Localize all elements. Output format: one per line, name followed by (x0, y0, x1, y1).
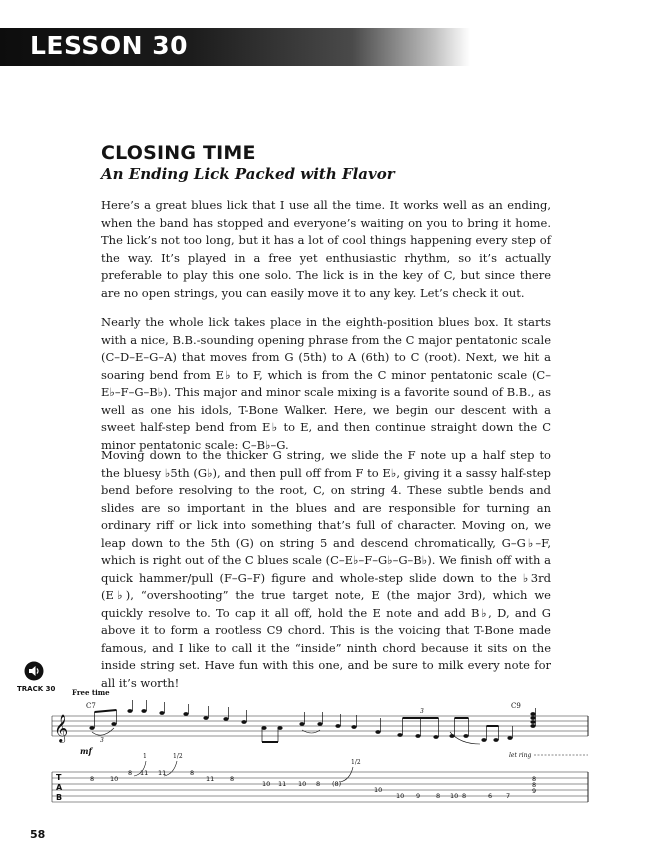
tempo-marking: Free time (72, 688, 110, 697)
music-notation (40, 686, 600, 811)
tab-clef (56, 773, 63, 802)
dynamic-marking: mf (80, 746, 92, 756)
let-ring-marking: let ring (509, 752, 532, 759)
chord-symbol-c9: C9 (511, 702, 521, 710)
tab-fret: 8 (436, 792, 441, 800)
tab-fret: 11 (278, 780, 287, 788)
treble-clef: 𝄞 (54, 714, 69, 742)
bend-arrows (134, 761, 353, 782)
paragraph-position: Nearly the whole lick takes place in the eighth-position blues box. It starts with a nice, B.B.-sounding opening phrase from the C major pentatonic scale (C–D–E–G–A) that moves from G (5th) to A (6th) to C (root). Next, we hit a soaring bend from E♭ to F, which is from the C minor pentatonic scale (C–E♭–F–G–B♭). This major and minor scale mixing is a favorite sound of B.B., as well as one his idols, T-Bone Walker. Here, we begin our descent with a sweet half-step bend from E♭ to E, and then continue straight down the C minor pentatonic scale: C–B♭–G. (101, 315, 551, 452)
tab-fret: 8 (462, 792, 467, 800)
tab-fret: 9 (416, 792, 421, 800)
tab-fret: 8 (230, 775, 235, 783)
tab-fret: 8 (316, 780, 321, 788)
bend-amount-1: 1 (143, 753, 147, 760)
section-title: CLOSING TIME (101, 142, 256, 164)
tab-fret: 6 (488, 792, 493, 800)
paragraph-descent: Moving down to the thicker G string, we slide the F note up a half step to the bluesy ♭5th (G♭), and then pull off from F to E♭, giving it a sassy half-step bend before resolving to the root, C, on string 4. These subtle bends and slides are so important in the blues and are responsible for turning an ordinary riff or lick into something that’s full of character. Moving on, we leap down to the 5th (G) on string 5 and descend chromatically, G–G♭–F, which is right out of the C blues scale (C–E♭–F–G♭–G–B♭). We finish off with a quick hammer/pull (F–G–F) figure and whole-step slide down to the ♭3rd (E♭), “overshooting” the true target note, E (the major 3rd), which we quickly resolve to. To cap it all off, hold the E note and add B♭, D, and G above it to form a rootless C9 chord. This is the voicing that T-Bone made famous, and I like to call it the “inside” ninth chord because it sits on the inside string set. Have fun with this one, and be sure to milk every note for all it’s worth! (101, 448, 551, 690)
section-subtitle: An Ending Lick Packed with Flavor (101, 165, 395, 183)
tab-frets (90, 769, 536, 800)
tab-fret: 10 (450, 792, 459, 800)
triplet-mark: 3 (100, 737, 104, 744)
tab-fret: 10 (396, 792, 405, 800)
speaker-icon (24, 661, 44, 681)
bend-amount-2: 1/2 (173, 753, 183, 760)
tab-fret: 8 (532, 775, 537, 783)
tab-fret: 11 (158, 769, 167, 777)
tab-letter-t: T (56, 773, 62, 782)
tab-fret: 8 (190, 769, 195, 777)
tab-letter-a: A (56, 783, 63, 792)
tab-fret: 10 (262, 780, 271, 788)
lesson-title: LESSON 30 (30, 31, 189, 60)
tab-fret: 11 (206, 775, 215, 783)
track-label: TRACK 30 (17, 685, 56, 693)
tab-fret: 8 (90, 775, 95, 783)
tab-fret: 8 (128, 769, 133, 777)
tab-fret: 10 (110, 775, 119, 783)
page-number: 58 (30, 828, 46, 841)
chord-symbol-c7: C7 (86, 702, 96, 710)
paragraph-intro: Here’s a great blues lick that I use all the time. It works well as an ending, when the band has stopped and everyone’s waiting on you to bring it home. The lick’s not too long, but it has a lot of cool things happening every step of the way. It’s played in a free yet enthusiastic rhythm, so it’s actually preferable to play this one solo. The lick is in the key of C, but since there are no open strings, you can easily move it to any key. Let’s check it out. (101, 198, 551, 300)
tab-letter-b: B (56, 793, 63, 802)
tab-fret: 8 (532, 781, 537, 789)
treble-staff (52, 716, 588, 736)
tab-fret: 10 (374, 786, 383, 794)
tab-fret: 7 (506, 792, 511, 800)
bend-amount-3: 1/2 (351, 759, 361, 766)
triplet-mark-2: 3 (420, 708, 424, 715)
tab-fret: 11 (140, 769, 149, 777)
tab-fret: 10 (298, 780, 307, 788)
tab-fret: (8) (332, 780, 342, 788)
tab-fret: 9 (532, 787, 537, 795)
